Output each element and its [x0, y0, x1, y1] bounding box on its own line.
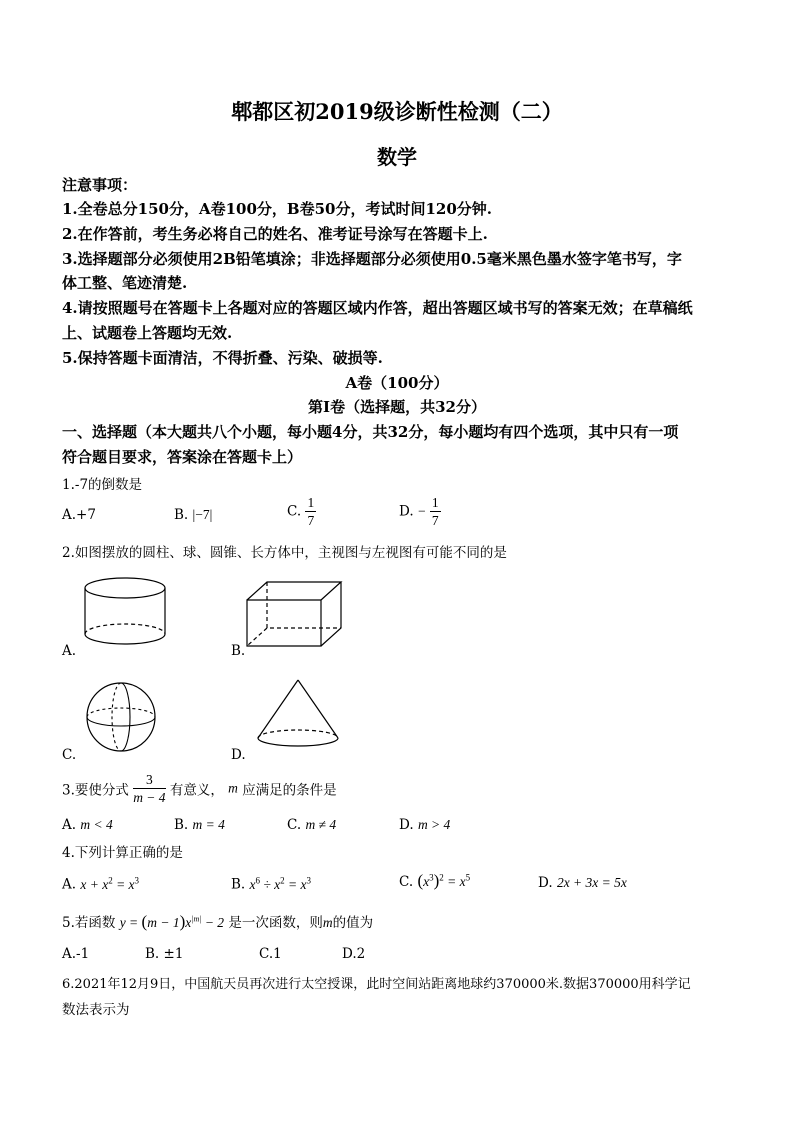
- option-label: C.: [399, 874, 414, 890]
- notice-item: 上、试题卷上答题均无效.: [62, 324, 233, 342]
- notice-heading: 注意事项：: [62, 176, 138, 194]
- fraction: [430, 494, 441, 529]
- exam-title: 郫都区初2019级诊断性检测（二）: [231, 99, 563, 124]
- fraction-denominator: 7: [307, 513, 315, 528]
- fraction-numerator: 1: [307, 495, 315, 510]
- question-1-stem: 1.-7的倒数是: [62, 477, 143, 493]
- notice-item: 3.选择题部分必须使用2B铅笔填涂；非选择题部分必须使用0.5毫米黑色墨水签字笔书写，字: [62, 250, 682, 268]
- part-1-instruction: 一、选择题（本大题共八个小题，每小题4分，共32分，每小题均有四个选项，其中只有一项: [62, 423, 679, 441]
- abs-expression: |−7|: [192, 507, 213, 522]
- q1-option-b: [174, 507, 212, 523]
- stem-text: 应满足的条件是: [242, 782, 337, 799]
- option-label: B.: [174, 817, 189, 833]
- notice-item: 1.全卷总分150分，A卷100分，B卷50分，考试时间120分钟.: [62, 200, 493, 218]
- question-4-stem: 4.下列计算正确的是: [62, 845, 183, 861]
- function-expression: $y = (m - 1)x^{|m|} - 2$: [119, 912, 225, 931]
- notice-item: 体工整、笔迹清楚.: [62, 274, 188, 292]
- section-a-header: A卷（100分）: [345, 374, 449, 392]
- stem-text: 的值为: [332, 915, 374, 931]
- stem-text: 是一次函数，则: [228, 915, 323, 931]
- option-label: B.: [174, 507, 189, 523]
- q5-option-c: C.1: [259, 946, 282, 962]
- fraction-numerator: 1: [431, 495, 439, 510]
- fraction-denominator: m − 4: [133, 790, 166, 805]
- q1-option-a: A.+7: [62, 507, 96, 523]
- variable: m: [322, 915, 333, 930]
- fraction-denominator: 7: [431, 513, 439, 528]
- q5-option-a: A.-1: [62, 946, 90, 962]
- cuboid-figure: [244, 580, 344, 650]
- cone-figure: [255, 678, 341, 750]
- question-3-stem: [62, 771, 337, 806]
- notice-item: 4.请按照题号在答题卡上各题对应的答题区域内作答，超出答题区域书写的答案无效；在草稿纸: [62, 299, 693, 317]
- part-1-instruction: 符合题目要求，答案涂在答题卡上）: [62, 448, 303, 466]
- option-label: B.: [231, 876, 246, 893]
- q4-option-c: [399, 871, 470, 891]
- q2-option-d: D.: [231, 747, 246, 763]
- math-expression: $(x^3)^2 = x^5$: [417, 871, 471, 890]
- question-5-stem: [62, 911, 373, 932]
- q3-option-c: [287, 817, 336, 833]
- subject-title: 数学: [377, 145, 417, 169]
- question-6-stem-cont: 数法表示为: [62, 1002, 130, 1018]
- math-expression: 2x + 3x = 5x: [556, 875, 627, 890]
- question-2-stem: 2.如图摆放的圆柱、球、圆锥、长方体中，主视图与左视图有可能不同的是: [62, 545, 507, 561]
- fraction-numerator: 3: [133, 771, 165, 789]
- q4-option-b: [231, 875, 311, 893]
- q3-option-d: [399, 817, 450, 833]
- math-expression: m > 4: [417, 817, 451, 832]
- stem-text: 3.要使分式: [62, 782, 129, 799]
- option-label: D.: [399, 503, 414, 520]
- option-label: D.: [538, 875, 553, 891]
- fraction: [305, 494, 316, 529]
- minus-sign: −: [417, 503, 426, 519]
- q5-option-d: D.2: [342, 946, 366, 962]
- option-label: C.: [287, 817, 302, 833]
- q1-option-c: [287, 494, 316, 529]
- option-label: A.: [62, 817, 77, 833]
- q2-option-c: C.: [62, 747, 77, 763]
- q4-option-a: [62, 875, 139, 893]
- q3-option-b: [174, 817, 225, 833]
- fraction: [133, 771, 165, 806]
- q3-option-a: [62, 817, 113, 833]
- cylinder-figure: [80, 576, 170, 648]
- notice-item: 5.保持答题卡面清洁，不得折叠、污染、破损等.: [62, 349, 383, 367]
- option-label: D.: [399, 817, 414, 833]
- q1-option-d: [399, 494, 441, 529]
- question-6-stem: 6.2021年12月9日，中国航天员再次进行太空授课，此时空间站距离地球约370000米.数据370000用科学记: [62, 977, 691, 992]
- math-expression: $x + x^2 = x^3$: [80, 875, 140, 892]
- option-label: A.: [62, 876, 77, 893]
- option-label: C.: [287, 503, 302, 520]
- variable: m: [228, 780, 238, 796]
- sphere-figure: [84, 680, 158, 754]
- math-expression: m < 4: [80, 817, 113, 832]
- q2-option-a: A.: [62, 643, 77, 659]
- math-expression: m ≠ 4: [305, 817, 337, 832]
- q4-option-d: [538, 875, 627, 891]
- volume-1-header: 第Ⅰ卷（选择题，共32分）: [308, 398, 486, 416]
- math-expression: $x^6 \div x^2 = x^3$: [249, 875, 312, 892]
- stem-text: 5.若函数: [62, 915, 116, 931]
- notice-item: 2.在作答前，考生务必将自己的姓名、准考证号涂写在答题卡上.: [62, 225, 488, 243]
- q2-option-b: B.: [231, 643, 246, 659]
- q5-option-b: B. ±1: [145, 946, 184, 962]
- stem-text: 有意义，: [169, 782, 224, 799]
- math-expression: m = 4: [192, 817, 225, 832]
